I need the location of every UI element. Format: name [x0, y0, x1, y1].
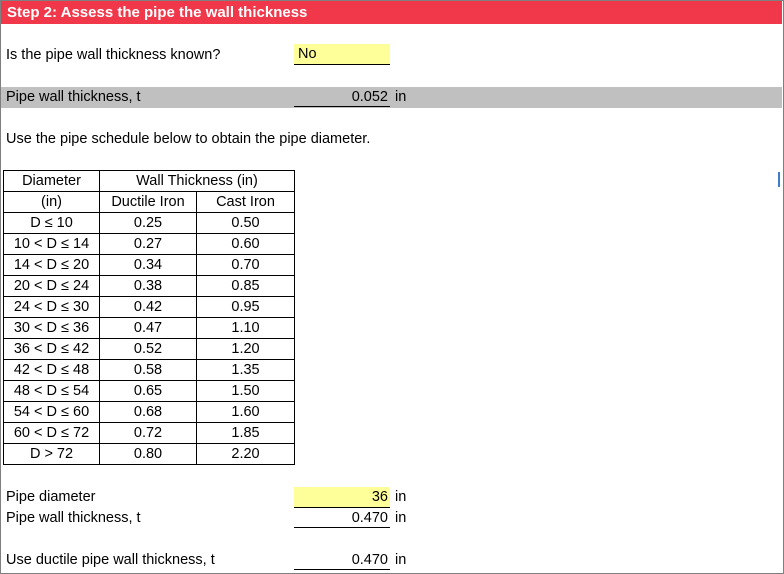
table-row [4, 402, 295, 423]
diameter-range-cell: 10 < D ≤ 14 [4, 234, 100, 255]
cell-cursor-marker [778, 172, 780, 187]
pipe-schedule-table [3, 170, 295, 465]
header-ductile-iron: Ductile Iron [100, 192, 197, 213]
cast-iron-cell: 0.70 [197, 255, 295, 276]
ductile-iron-cell: 0.72 [100, 423, 197, 444]
known-question-label: Is the pipe wall thickness known? [6, 47, 221, 63]
known-select[interactable]: No [294, 44, 390, 65]
table-row [4, 297, 295, 318]
table-row [4, 339, 295, 360]
header-wall-thickness: Wall Thickness (in) [100, 171, 295, 192]
cast-iron-cell: 1.20 [197, 339, 295, 360]
table-row [4, 234, 295, 255]
wall-thickness-value[interactable]: 0.052 [294, 87, 390, 107]
diameter-range-cell: 30 < D ≤ 36 [4, 318, 100, 339]
wall-thickness-label: Pipe wall thickness, t [6, 89, 141, 105]
table-row [4, 213, 295, 234]
ductile-iron-cell: 0.38 [100, 276, 197, 297]
table-row [4, 444, 295, 465]
table-row [4, 423, 295, 444]
ductile-iron-cell: 0.80 [100, 444, 197, 465]
wall-thickness-unit: in [395, 89, 407, 105]
diameter-range-cell: D ≤ 10 [4, 213, 100, 234]
cast-iron-cell: 0.60 [197, 234, 295, 255]
cast-iron-cell: 2.20 [197, 444, 295, 465]
cast-iron-cell: 1.50 [197, 381, 295, 402]
wall-thickness-result-unit: in [395, 510, 407, 526]
diameter-range-cell: 14 < D ≤ 20 [4, 255, 100, 276]
diameter-range-cell: 36 < D ≤ 42 [4, 339, 100, 360]
cast-iron-cell: 0.85 [197, 276, 295, 297]
ductile-thickness-label: Use ductile pipe wall thickness, t [6, 552, 215, 568]
step-header: Step 2: Assess the pipe the wall thickness [1, 1, 782, 24]
diameter-range-cell: 54 < D ≤ 60 [4, 402, 100, 423]
ductile-iron-cell: 0.42 [100, 297, 197, 318]
table-row [4, 318, 295, 339]
ductile-iron-cell: 0.47 [100, 318, 197, 339]
header-diameter-unit: (in) [4, 192, 100, 213]
wall-thickness-result-value[interactable]: 0.470 [294, 508, 390, 528]
table-row [4, 255, 295, 276]
diameter-range-cell: 42 < D ≤ 48 [4, 360, 100, 381]
table-row [4, 381, 295, 402]
cast-iron-cell: 1.60 [197, 402, 295, 423]
instruction-text: Use the pipe schedule below to obtain the pipe diameter. [6, 131, 371, 147]
ductile-iron-cell: 0.27 [100, 234, 197, 255]
ductile-iron-cell: 0.34 [100, 255, 197, 276]
ductile-iron-cell: 0.65 [100, 381, 197, 402]
diameter-range-cell: 48 < D ≤ 54 [4, 381, 100, 402]
diameter-input[interactable]: 36 [294, 487, 390, 508]
diameter-range-cell: 20 < D ≤ 24 [4, 276, 100, 297]
ductile-iron-cell: 0.25 [100, 213, 197, 234]
diameter-unit: in [395, 489, 407, 505]
ductile-iron-cell: 0.52 [100, 339, 197, 360]
table-row [4, 360, 295, 381]
diameter-range-cell: 24 < D ≤ 30 [4, 297, 100, 318]
cast-iron-cell: 1.85 [197, 423, 295, 444]
ductile-thickness-unit: in [395, 552, 407, 568]
cast-iron-cell: 1.35 [197, 360, 295, 381]
ductile-thickness-value[interactable]: 0.470 [294, 550, 390, 570]
table-row [4, 276, 295, 297]
cast-iron-cell: 0.50 [197, 213, 295, 234]
diameter-label: Pipe diameter [6, 489, 96, 505]
header-diameter: Diameter [4, 171, 100, 192]
ductile-iron-cell: 0.58 [100, 360, 197, 381]
header-cast-iron: Cast Iron [197, 192, 295, 213]
diameter-range-cell: D > 72 [4, 444, 100, 465]
diameter-range-cell: 60 < D ≤ 72 [4, 423, 100, 444]
cast-iron-cell: 1.10 [197, 318, 295, 339]
wall-thickness-result-label: Pipe wall thickness, t [6, 510, 141, 526]
cast-iron-cell: 0.95 [197, 297, 295, 318]
ductile-iron-cell: 0.68 [100, 402, 197, 423]
